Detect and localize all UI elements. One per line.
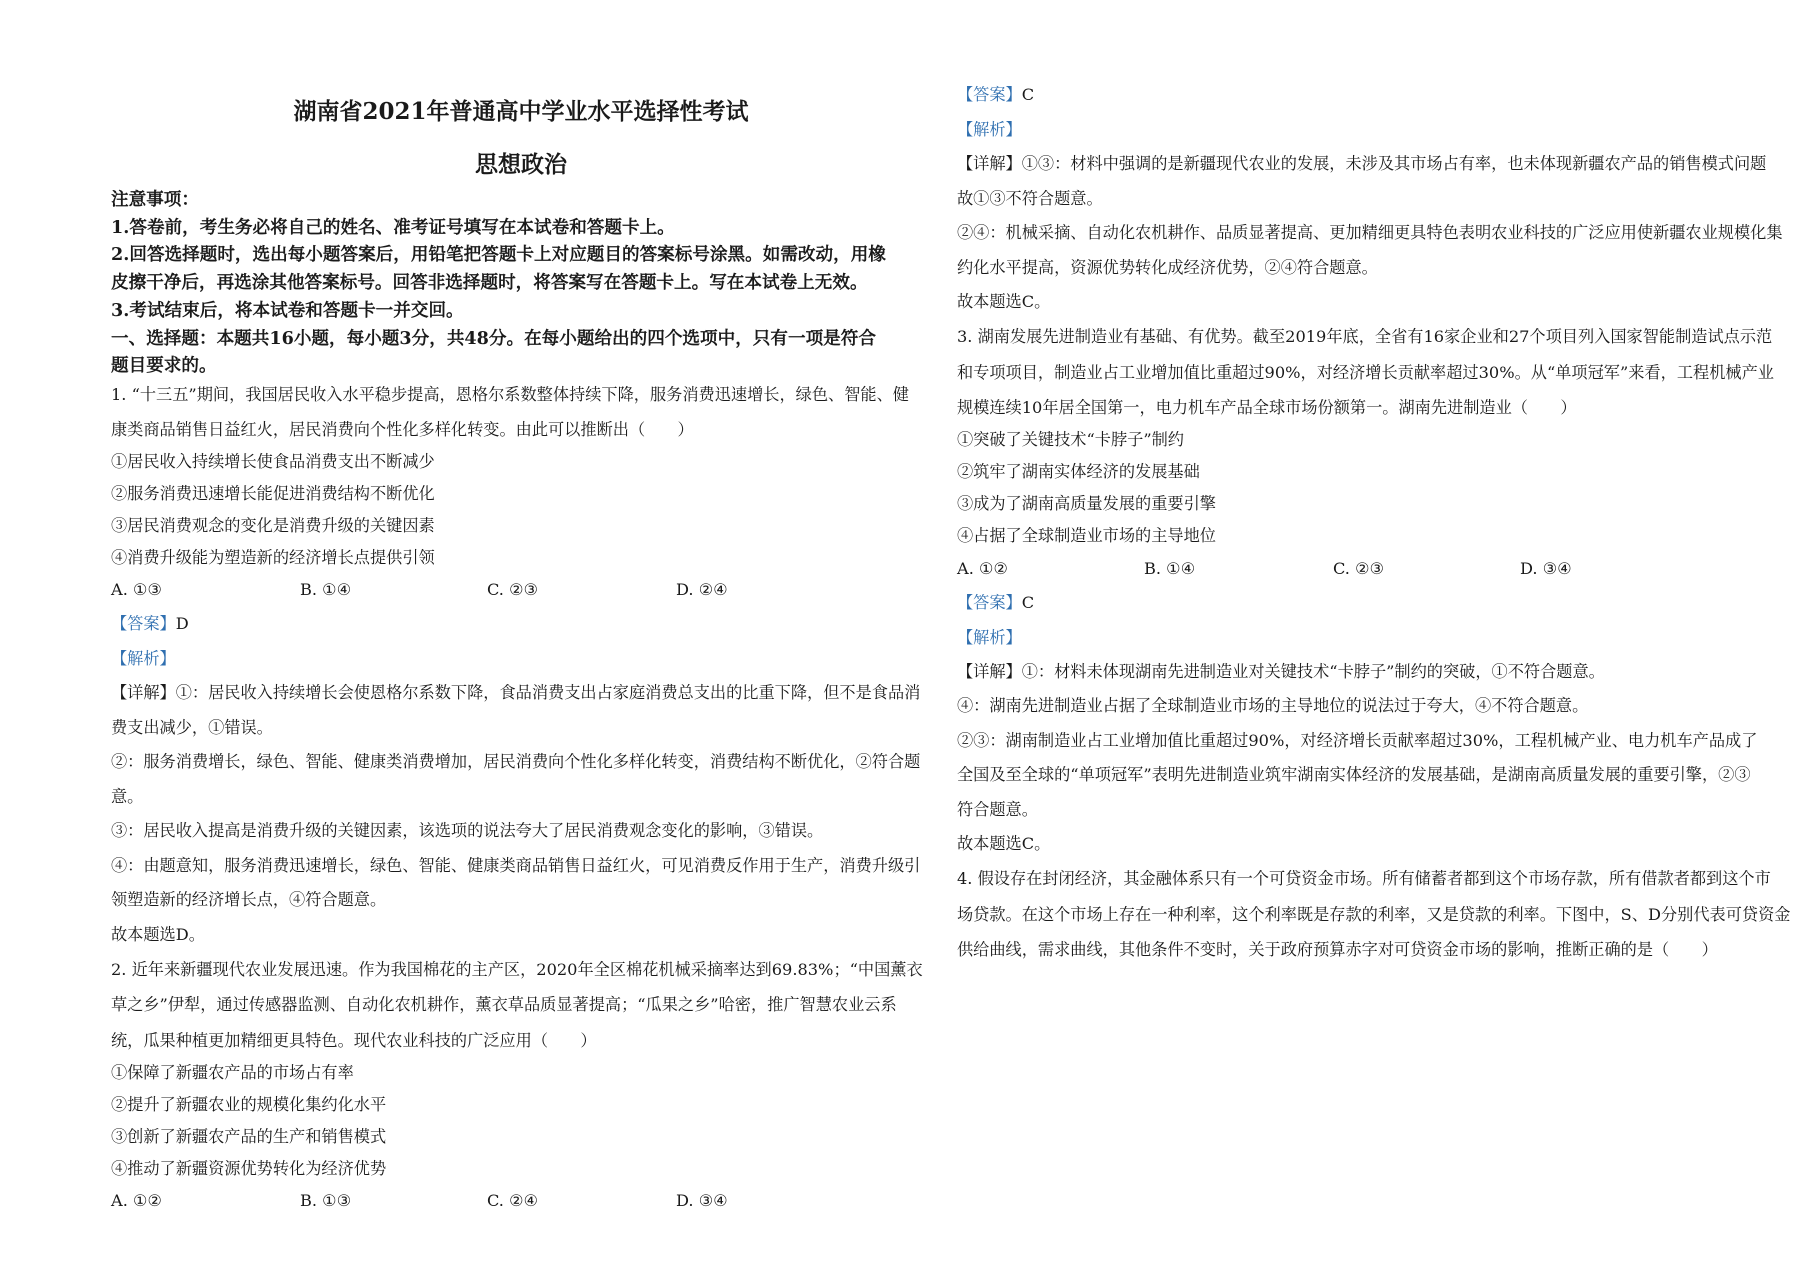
q3-analysis-tag: 【解析】 <box>957 628 1022 647</box>
q1-detail: 故本题选D。 <box>111 925 205 944</box>
detail-tag: 【详解】 <box>111 683 176 702</box>
q2-option-d: D. ③④ <box>676 1191 728 1210</box>
q3-stem: 规模连续10年居全国第一，电力机车产品全球市场份额第一。湖南先进制造业（ ） <box>957 398 1577 417</box>
q2-answer-value: C <box>1021 85 1035 104</box>
q3-statement: ②筑牢了湖南实体经济的发展基础 <box>957 462 1200 481</box>
q2-detail: 【详解】①③：材料中强调的是新疆现代农业的发展，未涉及其市场占有率，也未体现新疆农产品的销售模式问题 <box>957 154 1767 173</box>
answer-tag: 【答案】 <box>957 593 1022 612</box>
q1-stem: 康类商品销售日益红火，居民消费向个性化多样化转变。由此可以推断出（ ） <box>111 420 694 439</box>
notes-heading: 注意事项： <box>111 189 199 210</box>
note-item: 皮擦干净后，再选涂其他答案标号。回答非选择题时，将答案写在答题卡上。写在本试卷上无效。 <box>111 272 868 293</box>
q1-detail: ④：由题意知，服务消费迅速增长，绿色、智能、健康类商品销售日益红火，可见消费反作用于生产，消费升级引 <box>111 856 921 875</box>
q2-detail: 故本题选C。 <box>957 292 1051 311</box>
q4-stem: 供给曲线，需求曲线，其他条件不变时，关于政府预算赤字对可贷资金市场的影响，推断正确的是（ ） <box>957 940 1718 959</box>
q1-detail: 费支出减少，①错误。 <box>111 718 273 737</box>
q3-detail: 故本题选C。 <box>957 834 1051 853</box>
q1-detail: ③：居民收入提高是消费升级的关键因素，该选项的说法夸大了居民消费观念变化的影响，③错误。 <box>111 821 824 840</box>
q2-statement: ①保障了新疆农产品的市场占有率 <box>111 1063 354 1082</box>
q2-stem: 统，瓜果种植更加精细更具特色。现代农业科技的广泛应用（ ） <box>111 1031 597 1050</box>
q1-analysis-tag: 【解析】 <box>111 649 176 668</box>
q3-answer <box>957 593 1034 613</box>
note-item: 3.考试结束后，将本试卷和答题卡一并交回。 <box>111 300 464 321</box>
q1-option-c: C. ②③ <box>487 580 539 599</box>
q1-option-d: D. ②④ <box>676 580 728 599</box>
q3-detail: ④：湖南先进制造业占据了全球制造业市场的主导地位的说法过于夸大，④不符合题意。 <box>957 696 1589 715</box>
q2-option-b: B. ①③ <box>300 1191 352 1210</box>
q1-statement: ③居民消费观念的变化是消费升级的关键因素 <box>111 516 435 535</box>
q3-option-b: B. ①④ <box>1144 559 1196 578</box>
q2-statement: ③创新了新疆农产品的生产和销售模式 <box>111 1127 387 1146</box>
q3-option-a: A. ①② <box>957 559 1009 578</box>
q2-detail: ②④：机械采摘、自动化农机耕作、品质显著提高、更加精细更具特色表明农业科技的广泛应用使新疆农业规模化集 <box>957 223 1783 242</box>
q1-stem: 1. “十三五”期间，我国居民收入水平稳步提高，恩格尔系数整体持续下降，服务消费迅速增长，绿色、智能、健 <box>111 385 909 404</box>
q1-answer-value: D <box>175 614 189 633</box>
detail-tag: 【详解】 <box>957 662 1022 681</box>
q3-statement: ③成为了湖南高质量发展的重要引擎 <box>957 494 1216 513</box>
q1-answer <box>111 614 189 634</box>
q2-analysis-tag: 【解析】 <box>957 120 1022 139</box>
q1-statement: ②服务消费迅速增长能促进消费结构不断优化 <box>111 484 435 503</box>
answer-tag: 【答案】 <box>957 85 1022 104</box>
q3-option-c: C. ②③ <box>1333 559 1385 578</box>
q3-answer-value: C <box>1021 593 1035 612</box>
q2-option-c: C. ②④ <box>487 1191 539 1210</box>
q3-detail: ②③：湖南制造业占工业增加值比重超过90%，对经济增长贡献率超过30%，工程机械产业、电力机车产品成了 <box>957 731 1758 750</box>
note-item: 1.答卷前，考生务必将自己的姓名、准考证号填写在本试卷和答题卡上。 <box>111 217 675 238</box>
q3-detail: 全国及至全球的“单项冠军”表明先进制造业筑牢湖南实体经济的发展基础，是湖南高质量发展的重要引擎，②③ <box>957 765 1751 784</box>
q1-detail: 意。 <box>111 787 144 806</box>
q2-stem: 2. 近年来新疆现代农业发展迅速。作为我国棉花的主产区，2020年全区棉花机械采摘率达到69.83%；“中国薰衣 <box>111 960 923 979</box>
q2-detail: 约化水平提高，资源优势转化成经济优势，②④符合题意。 <box>957 258 1378 277</box>
q4-stem: 场贷款。在这个市场上存在一种利率，这个利率既是存款的利率，又是贷款的利率。下图中，S、D分别代表可贷资金 <box>957 905 1791 924</box>
q3-statement: ①突破了关键技术“卡脖子”制约 <box>957 430 1184 449</box>
q1-option-a: A. ①③ <box>111 580 163 599</box>
section-heading: 题目要求的。 <box>111 355 217 376</box>
exam-title: 湖南省2021年普通高中学业水平选择性考试 <box>293 98 749 125</box>
q3-stem: 3. 湖南发展先进制造业有基础、有优势。截至2019年底，全省有16家企业和27个项目列入国家智能制造试点示范 <box>957 327 1773 346</box>
answer-tag: 【答案】 <box>111 614 176 633</box>
q2-detail: 故①③不符合题意。 <box>957 189 1103 208</box>
exam-subject: 思想政治 <box>475 151 567 178</box>
q2-statement: ④推动了新疆资源优势转化为经济优势 <box>111 1159 387 1178</box>
q3-option-d: D. ③④ <box>1520 559 1572 578</box>
q1-detail: 【详解】①：居民收入持续增长会使恩格尔系数下降，食品消费支出占家庭消费总支出的比重下降，但不是食品消 <box>111 683 921 702</box>
q2-statement: ②提升了新疆农业的规模化集约化水平 <box>111 1095 387 1114</box>
q1-option-b: B. ①④ <box>300 580 352 599</box>
q3-detail: 符合题意。 <box>957 800 1038 819</box>
q2-answer <box>957 85 1034 105</box>
q2-option-a: A. ①② <box>111 1191 163 1210</box>
q4-stem: 4. 假设存在封闭经济，其金融体系只有一个可贷资金市场。所有储蓄者都到这个市场存款，所有借款者都到这个市 <box>957 869 1771 888</box>
section-heading: 一、选择题：本题共16小题，每小题3分，共48分。在每小题给出的四个选项中，只有一项是符合 <box>111 328 876 349</box>
q2-stem: 草之乡”伊犁，通过传感器监测、自动化农机耕作，薰衣草品质显著提高；“瓜果之乡”哈密，推广智慧农业云系 <box>111 995 897 1014</box>
q3-stem: 和专项项目，制造业占工业增加值比重超过90%，对经济增长贡献率超过30%。从“单项冠军”来看，工程机械产业 <box>957 363 1774 382</box>
q1-statement: ④消费升级能为塑造新的经济增长点提供引领 <box>111 548 435 567</box>
q1-statement: ①居民收入持续增长使食品消费支出不断减少 <box>111 452 435 471</box>
q3-detail: 【详解】①：材料未体现湖南先进制造业对关键技术“卡脖子”制约的突破，①不符合题意。 <box>957 662 1605 681</box>
q1-detail: ②：服务消费增长，绿色、智能、健康类消费增加，居民消费向个性化多样化转变，消费结构不断优化，②符合题 <box>111 752 921 771</box>
note-item: 2.回答选择题时，选出每小题答案后，用铅笔把答题卡上对应题目的答案标号涂黑。如需改动，用橡 <box>111 244 886 265</box>
detail-tag: 【详解】 <box>957 154 1022 173</box>
q3-statement: ④占据了全球制造业市场的主导地位 <box>957 526 1216 545</box>
q1-detail: 领塑造新的经济增长点，④符合题意。 <box>111 890 387 909</box>
